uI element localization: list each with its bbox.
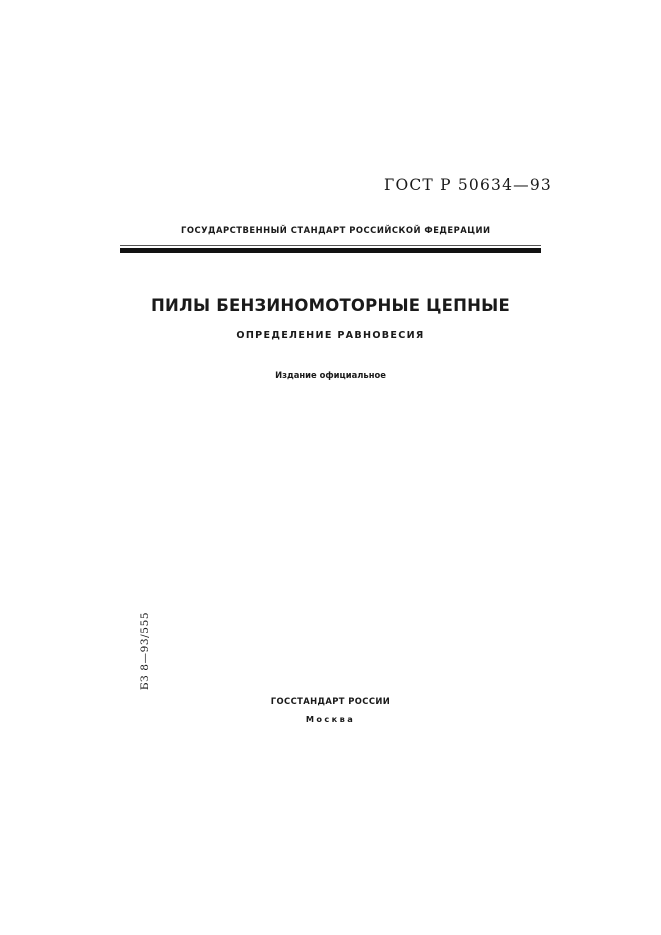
header-divider [120, 248, 541, 253]
edition-note: Издание официальное [275, 370, 386, 380]
header-divider-thin [120, 245, 541, 246]
document-number: ГОСТ Р 50634—93 [384, 176, 552, 194]
publisher-name: ГОССТАНДАРТ РОССИИ [270, 696, 391, 706]
publisher-city: Москва [305, 714, 356, 724]
document-subtitle: ОПРЕДЕЛЕНИЕ РАВНОВЕСИЯ [236, 330, 425, 341]
state-standard-heading: ГОСУДАРСТВЕННЫЙ СТАНДАРТ РОССИЙСКОЙ ФЕДЕРАЦИИ [181, 225, 491, 235]
document-title: ПИЛЫ БЕНЗИНОМОТОРНЫЕ ЦЕПНЫЕ [151, 296, 510, 315]
publication-code: БЗ 8—93/555 [139, 611, 151, 691]
